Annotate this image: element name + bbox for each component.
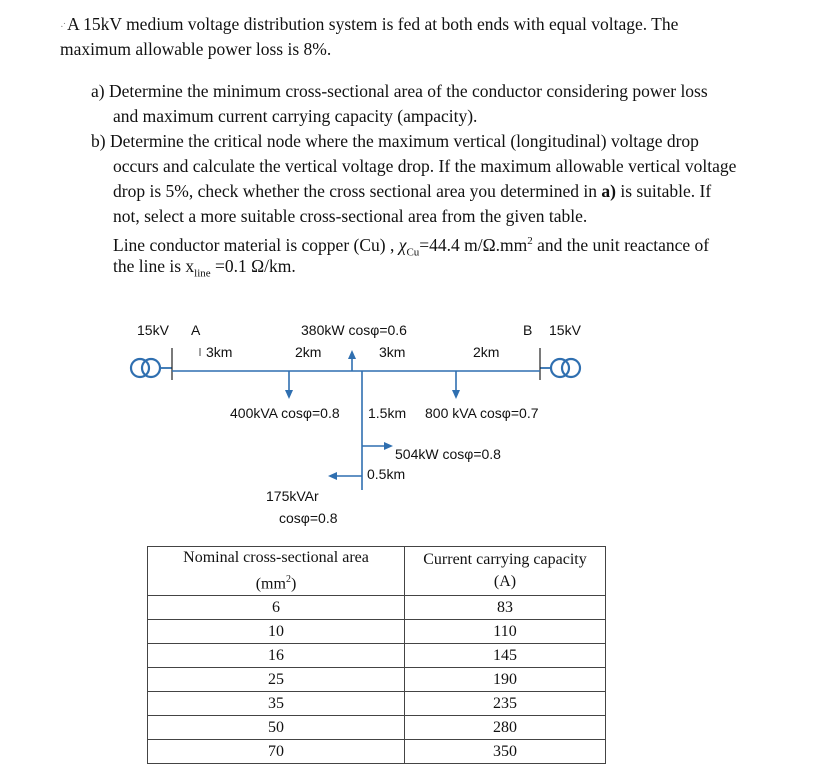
material-tail: and the unit reactance of bbox=[532, 234, 710, 255]
capacity-cell: 145 bbox=[405, 644, 606, 668]
area-unit: (mm bbox=[255, 575, 286, 593]
capacity-header-line2: (A) bbox=[493, 573, 517, 591]
table-row bbox=[148, 692, 606, 716]
capacity-cell: 280 bbox=[405, 716, 606, 740]
reactive-load-cos: cosφ=0.8 bbox=[279, 510, 338, 526]
load3-label: 800 kVA cosφ=0.7 bbox=[425, 405, 539, 421]
load1-arrow-icon bbox=[285, 390, 293, 399]
branch-length: 1.5km bbox=[368, 405, 407, 421]
top-load-label: 380kW cosφ=0.6 bbox=[301, 322, 407, 338]
seg2-length: 2km bbox=[295, 344, 322, 360]
left-transformer-icon bbox=[131, 359, 160, 377]
branch-load-arrow-icon bbox=[384, 442, 393, 450]
bullet-marker: ·˙ bbox=[60, 21, 68, 33]
b-line3-end: is suitable. If bbox=[615, 181, 712, 201]
table-header-row bbox=[148, 547, 606, 596]
area-unit-close: ) bbox=[290, 575, 297, 593]
capacity-cell: 83 bbox=[405, 596, 606, 620]
right-voltage: 15kV bbox=[549, 322, 581, 338]
table-row bbox=[148, 620, 606, 644]
part-b-line-4: not, select a more suitable cross-sectional area from the given table. bbox=[113, 206, 588, 226]
material-text: Line conductor material is copper (Cu) , bbox=[113, 234, 399, 255]
conductivity-value: =44.4 m/Ω.mm bbox=[419, 234, 528, 255]
node-b-label: B bbox=[523, 322, 533, 338]
area-cell: 70 bbox=[148, 740, 405, 764]
reactive-load-label: 175kVAr bbox=[266, 488, 319, 504]
table-row bbox=[148, 644, 606, 668]
capacity-cell: 110 bbox=[405, 620, 606, 644]
seg3-length: 3km bbox=[379, 344, 406, 360]
unit-superscript: 2 bbox=[527, 235, 533, 247]
intro-line-2: maximum allowable power loss is 8%. bbox=[60, 39, 332, 59]
area-cell: 10 bbox=[148, 620, 405, 644]
part-b-line-1: b) Determine the critical node where the maximum vertical (longitudinal) voltage drop bbox=[91, 131, 699, 151]
area-header-line1: Nominal cross-sectional area bbox=[183, 549, 369, 566]
area-unit-sup: 2 bbox=[285, 574, 291, 585]
conductor-table bbox=[147, 546, 606, 764]
table-row bbox=[148, 740, 606, 764]
intro-line-1: A 15kV medium voltage distribution system is fed at both ends with equal voltage. The bbox=[67, 14, 679, 34]
capacity-header-line1: Current carrying capacity bbox=[423, 551, 587, 569]
part-a-line-2: and maximum current carrying capacity (ampacity). bbox=[113, 106, 478, 126]
chi-subscript: Cu bbox=[406, 246, 420, 259]
area-cell: 16 bbox=[148, 644, 405, 668]
part-b-line-2: occurs and calculate the vertical voltage drop. If the maximum allowable vertical voltage bbox=[113, 156, 737, 176]
capacity-cell: 190 bbox=[405, 668, 606, 692]
left-voltage: 15kV bbox=[137, 322, 169, 338]
capacity-header bbox=[405, 547, 606, 596]
part-a-line-1: a) Determine the minimum cross-sectional area of the conductor considering power loss bbox=[91, 81, 708, 101]
load1-label: 400kVA cosφ=0.8 bbox=[230, 405, 340, 421]
area-cell: 50 bbox=[148, 716, 405, 740]
react-load-arrow-icon bbox=[328, 472, 337, 480]
b-line3-text: drop is 5%, check whether the cross sectional area you determined in bbox=[113, 181, 602, 201]
load3-arrow-icon bbox=[452, 390, 460, 399]
table-row bbox=[148, 668, 606, 692]
reactance-var: x bbox=[185, 256, 195, 276]
seg1-length: 3km bbox=[206, 344, 233, 360]
b-line3-bold: a) bbox=[601, 181, 616, 201]
branch-load-label: 504kW cosφ=0.8 bbox=[395, 446, 501, 462]
area-cell: 6 bbox=[148, 596, 405, 620]
area-cell: 25 bbox=[148, 668, 405, 692]
chi-symbol: χ bbox=[398, 234, 407, 255]
top-load-arrow-icon bbox=[348, 350, 356, 359]
reactance-subscript: line bbox=[194, 267, 211, 280]
capacity-cell: 235 bbox=[405, 692, 606, 716]
table-row bbox=[148, 716, 606, 740]
reactance-value: =0.1 Ω/km. bbox=[210, 256, 296, 276]
branch-length-2: 0.5km bbox=[367, 466, 406, 482]
right-transformer-icon bbox=[551, 359, 580, 377]
capacity-cell: 350 bbox=[405, 740, 606, 764]
seg4-length: 2km bbox=[473, 344, 500, 360]
area-header bbox=[148, 547, 405, 596]
area-cell: 35 bbox=[148, 692, 405, 716]
node-a-label: A bbox=[191, 322, 201, 338]
reactance-text: the line is bbox=[113, 256, 186, 276]
area-header-line2 bbox=[148, 569, 404, 595]
table-row bbox=[148, 596, 606, 620]
